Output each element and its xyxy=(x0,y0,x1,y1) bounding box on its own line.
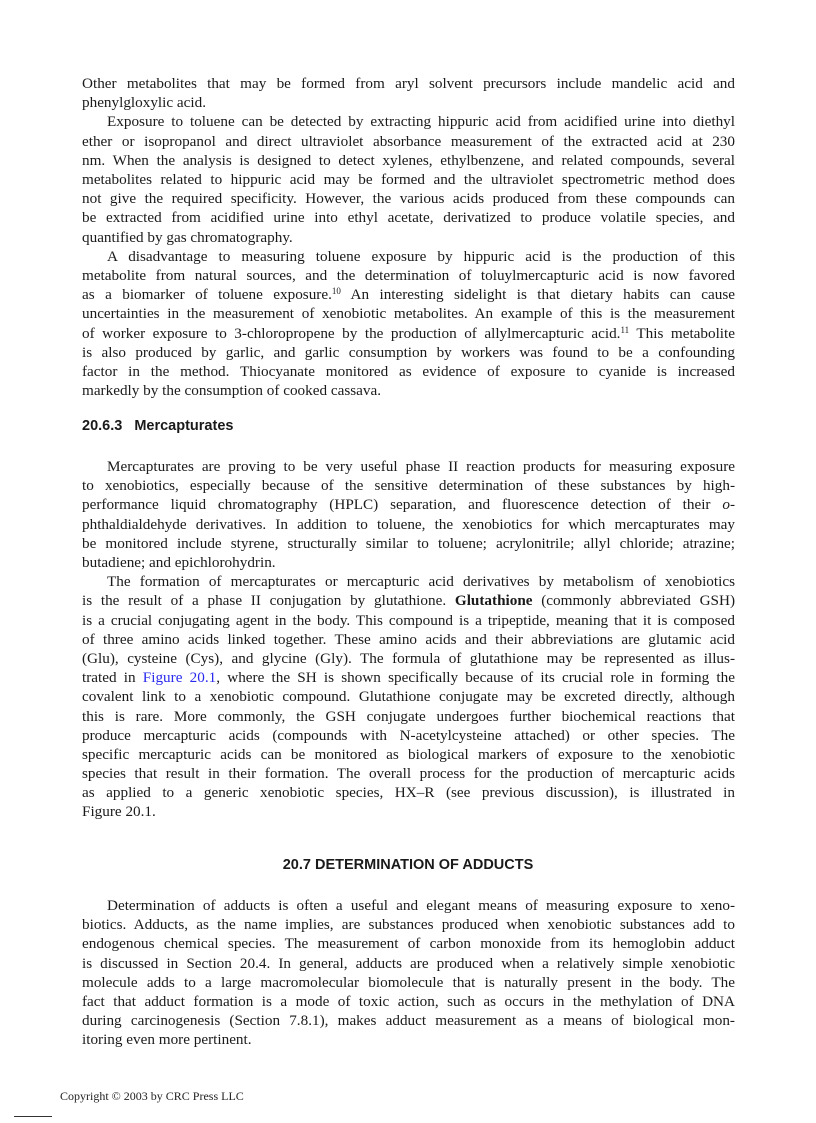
reference-superscript[interactable]: 11 xyxy=(620,324,630,335)
text-segment: An interesting sidelight is that dietary habits can cause xyxy=(340,286,736,304)
text-line: molecule adds to a large macromolecular biomolecule that is naturally present in the body. The xyxy=(82,973,735,991)
text-line: be extracted from acidified urine into ethyl acetate, derivatized to produce volatile species, and xyxy=(82,209,735,227)
text-line: this is rare. More commonly, the GSH conjugate undergoes further biochemical reactions that xyxy=(82,707,735,725)
text-line: uncertainties in the measurement of xenobiotic metabolites. An example of this is the measurement xyxy=(82,305,735,323)
section-heading-mercapturates xyxy=(82,418,233,434)
text-line: markedly by the consumption of cooked cassava. xyxy=(82,382,382,400)
text-line: Exposure to toluene can be detected by extracting hippuric acid from acidified urine into diethyl xyxy=(107,113,735,131)
text-line xyxy=(82,591,735,610)
text-line: Other metabolites that may be formed from aryl solvent precursors include mandelic acid and xyxy=(82,75,735,92)
paragraph-toluene-detection xyxy=(82,112,735,246)
text-line: is also produced by garlic, and garlic consumption by workers was found to be a confounding xyxy=(82,343,735,361)
text-line: metabolites related to hippuric acid may be formed and the ultraviolet spectrometric method does xyxy=(82,170,735,188)
text-segment: - xyxy=(729,496,735,514)
text-line: of three amino acids linked together. These amino acids and their abbreviations are glutamic acid xyxy=(82,630,735,648)
text-segment: trated in xyxy=(82,669,143,687)
text-line: ether or isopropanol and direct ultraviolet absorbance measurement of the extracted acid at 230 xyxy=(82,132,735,150)
figure-link[interactable]: Figure 20.1 xyxy=(142,669,217,687)
bold-term: Glutathione xyxy=(454,592,533,610)
text-line: The formation of mercapturates or mercapturic acid derivatives by metabolism of xenobiotics xyxy=(107,573,735,591)
text-segment: is the result of a phase II conjugation by glutathione. xyxy=(82,592,455,610)
text-line: Determination of adducts is often a useful and elegant means of measuring exposure to xeno- xyxy=(107,897,735,914)
paragraph-adducts xyxy=(82,896,735,1050)
text-line: specific mercapturic acids can be monitored as biological markers of exposure to the xenobiotic xyxy=(82,745,735,763)
text-line: as applied to a generic xenobiotic species, HX–R (see previous discussion), is illustrated in xyxy=(82,784,735,802)
text-line: A disadvantage to measuring toluene exposure by hippuric acid is the production of this xyxy=(107,247,735,265)
text-segment: of worker exposure to 3-chloropropene by the production of allylmercapturic acid. xyxy=(82,324,621,342)
text-line: during carcinogenesis (Section 7.8.1), makes adduct measurement as a means of biological mon- xyxy=(82,1012,735,1030)
text-line xyxy=(82,495,735,514)
paragraph-glutathione xyxy=(82,572,735,821)
text-line: factor in the method. Thiocyanate monitored as evidence of exposure to cyanide is increased xyxy=(82,362,735,380)
paragraph-metabolites xyxy=(82,74,735,112)
text-line: (Glu), cysteine (Cys), and glycine (Gly). The formula of glutathione may be represented as illus- xyxy=(82,649,735,667)
text-line: to xenobiotics, especially because of the sensitive determination of these substances by high- xyxy=(82,477,735,495)
text-line: Figure 20.1. xyxy=(82,803,156,821)
text-segment: This metabolite xyxy=(629,324,735,342)
text-line: itoring even more pertinent. xyxy=(82,1031,252,1049)
text-line xyxy=(82,324,735,343)
text-segment: as a biomarker of toluene exposure. xyxy=(82,286,332,304)
text-segment: (commonly abbreviated GSH) xyxy=(532,592,736,610)
text-line: is a crucial conjugating agent in the body. This compound is a tripeptide, meaning that it is composed xyxy=(82,611,735,629)
footer-rule xyxy=(14,1116,52,1117)
text-line: biotics. Adducts, as the name implies, are substances produced when xenobiotic substances add to xyxy=(82,916,735,934)
copyright-footer: Copyright © 2003 by CRC Press LLC xyxy=(60,1089,244,1103)
text-line: not give the required specificity. However, the various acids produced from these compounds can xyxy=(82,190,735,208)
text-line: phthaldialdehyde derivatives. In addition to toluene, the xenobiotics for which mercapturates may xyxy=(82,515,735,533)
text-line xyxy=(82,285,735,304)
section-title: Mercapturates xyxy=(134,418,234,434)
text-segment: performance liquid chromatography (HPLC) separation, and fluorescence detection of their xyxy=(82,496,723,514)
text-line: quantified by gas chromatography. xyxy=(82,228,293,246)
text-line: fact that adduct formation is a mode of toxic action, such as occurs in the methylation of DNA xyxy=(82,992,735,1010)
paragraph-mercapturates xyxy=(82,457,735,572)
text-line: phenylgloxylic acid. xyxy=(82,94,206,112)
reference-superscript[interactable]: 10 xyxy=(331,286,341,297)
text-line: covalent link to a xenobiotic compound. Glutathione conjugate may be excreted directly, although xyxy=(82,688,735,706)
text-line: be monitored include styrene, structurally similar to toluene; acrylonitrile; allyl chloride; atrazine; xyxy=(82,534,735,552)
text-segment: , where the SH is shown specifically because of its crucial role in forming the xyxy=(216,669,735,687)
text-line: nm. When the analysis is designed to detect xylenes, ethylbenzene, and related compounds, several xyxy=(82,151,735,169)
italic-text: o xyxy=(722,496,730,514)
paragraph-disadvantage xyxy=(82,247,735,401)
section-number: 20.6.3 xyxy=(82,418,123,434)
text-line: butadiene; and epichlorohydrin. xyxy=(82,553,276,571)
text-line xyxy=(82,668,735,687)
section-heading-adducts: 20.7 DETERMINATION OF ADDUCTS xyxy=(282,857,534,873)
text-line: metabolite from natural sources, and the determination of toluylmercapturic acid is now favored xyxy=(82,266,735,284)
text-line: Mercapturates are proving to be very useful phase II reaction products for measuring exposure xyxy=(107,458,735,475)
text-line: is discussed in Section 20.4. In general, adducts are produced when a relatively simple xenobiotic xyxy=(82,954,735,972)
text-line: produce mercapturic acids (compounds with N-acetylcysteine attached) or other species. The xyxy=(82,726,735,744)
text-line: species that result in their formation. The overall process for the production of mercapturic acids xyxy=(82,765,735,783)
text-line: endogenous chemical species. The measurement of carbon monoxide from its hemoglobin adduct xyxy=(82,935,735,953)
